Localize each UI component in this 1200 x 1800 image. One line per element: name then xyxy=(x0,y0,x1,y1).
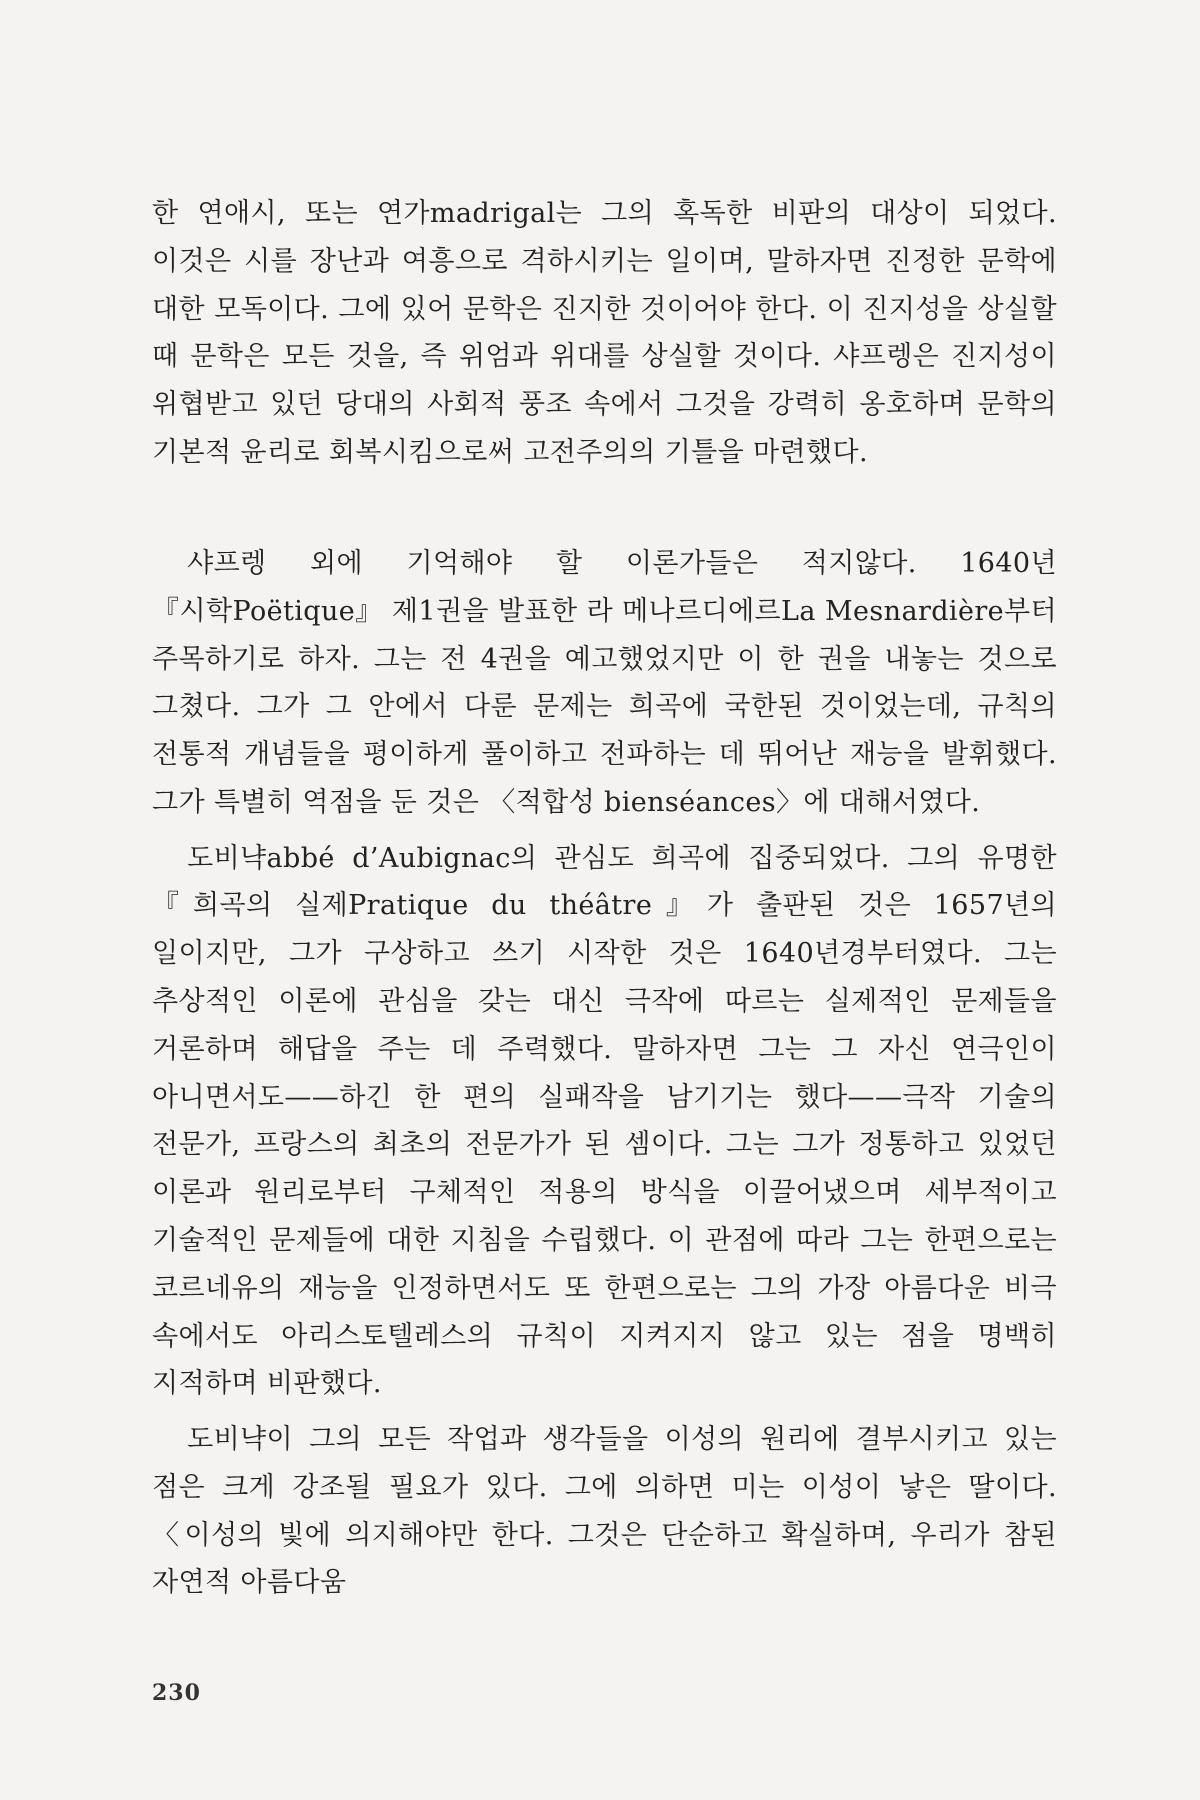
page-number: 230 xyxy=(152,1680,201,1706)
text-block-lower xyxy=(152,540,1057,1615)
paragraph-3: 도비냑abbé d’Aubignac의 관심도 희곡에 집중되었다. 그의 유명한 『희곡의 실제Pratique du théâtre』가 출판된 것은 1657년의 일이지만, 그가 구상하고 쓰기 시작한 것은 1640년경부터였다. 그는 추상적인 이론에 관심을 갖는 대신 극작에 따르는 실제적인 문제들을 거론하며 해답을 주는 데 주력했다. 말하자면 그는 그 자신 연극인이 아니면서도——하긴 한 편의 실패작을 남기기는 했다——극작 기술의 전문가, 프랑스의 최초의 전문가가 된 셈이다. 그는 그가 정통하고 있었던 이론과 원리로부터 구체적인 적용의 방식을 이끌어냈으며 세부적이고 기술적인 문제들에 대한 지침을 수립했다. 이 관점에 따라 그는 한편으로는 코르네유의 재능을 인정하면서도 또 한편으로는 그의 가장 아름다운 비극 속에서도 아리스토텔레스의 규칙이 지켜지지 않고 있는 점을 명백히 지적하며 비판했다. xyxy=(152,842,1057,1400)
paragraph-2: 샤프렝 외에 기억해야 할 이론가들은 적지않다. 1640년 『시학Poëtique』 제1권을 발표한 라 메나르디에르La Mesnardière부터 주목하기로 하자. 그는 전 4권을 예고했었지만 이 한 권을 내놓는 것으로 그쳤다. 그가 그 안에서 다룬 문제는 희곡에 국한된 것이었는데, 규칙의 전통적 개념들을 평이하게 풀이하고 전파하는 데 뛰어난 재능을 발휘했다. 그가 특별히 역점을 둔 것은 〈적합성 bienséances〉에 대해서였다. xyxy=(152,548,1057,818)
text-block-upper xyxy=(152,190,1057,485)
paragraph-1: 한 연애시, 또는 연가madrigal는 그의 혹독한 비판의 대상이 되었다. 이것은 시를 장난과 여흥으로 격하시키는 일이며, 말하자면 진정한 문학에 대한 모독이다. 그에 있어 문학은 진지한 것이어야 한다. 이 진지성을 상실할 때 문학은 모든 것을, 즉 위엄과 위대를 상실할 것이다. 샤프렝은 진지성이 위협받고 있던 당대의 사회적 풍조 속에서 그것을 강력히 옹호하며 문학의 기본적 윤리로 회복시킴으로써 고전주의의 기틀을 마련했다. xyxy=(152,198,1057,468)
paragraph-4: 도비냑이 그의 모든 작업과 생각들을 이성의 원리에 결부시키고 있는 점은 크게 강조될 필요가 있다. 그에 의하면 미는 이성이 낳은 딸이다. 〈이성의 빛에 의지해야만 한다. 그것은 단순하고 확실하며, 우리가 참된 자연적 아름다움 xyxy=(152,1424,1057,1599)
